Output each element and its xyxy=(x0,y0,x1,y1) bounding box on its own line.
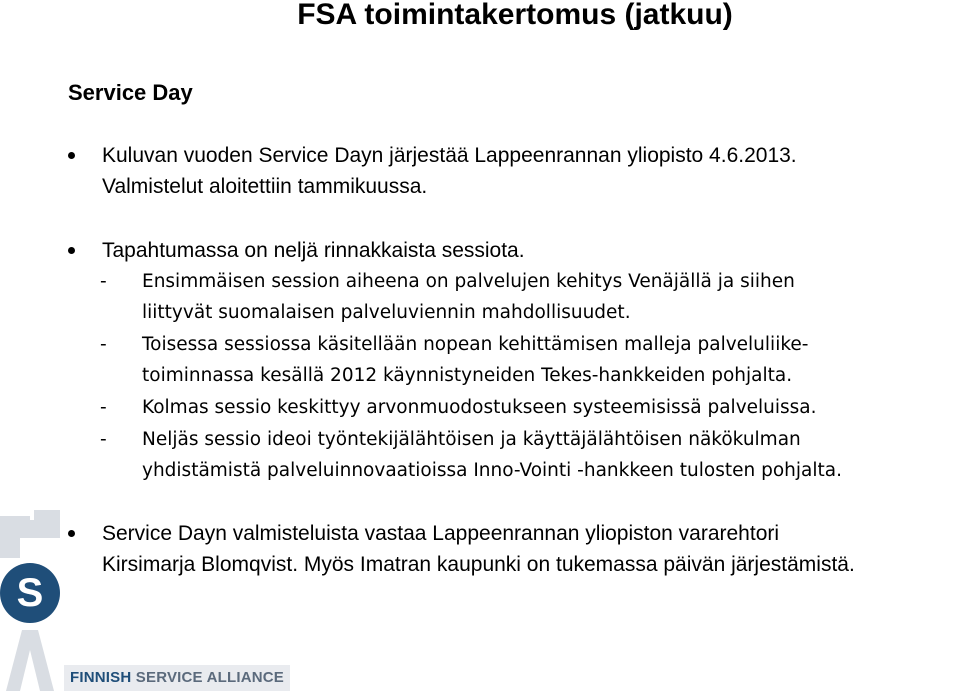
sub-text: Kolmas sessio keskittyy arvonmuodostukseen systeemisissä palveluissa. xyxy=(142,397,817,418)
sub-text: yhdistämistä palveluinnovaatioissa Inno-Vointi -hankkeen tulosten pohjalta. xyxy=(142,460,842,481)
sub-dash: - xyxy=(100,429,107,450)
bullet-text xyxy=(102,140,960,202)
bullet-dot xyxy=(68,530,75,537)
sub-text: Toisessa sessiossa käsitellään nopean kehittämisen malleja palveluliike- xyxy=(142,334,809,355)
bullet-item xyxy=(68,235,960,266)
bullet-line: Kirsimarja Blomqvist. Myös Imatran kaupunki on tukemassa päivän järjestämistä. xyxy=(102,553,855,576)
bullet-dot xyxy=(68,152,75,159)
sub-item xyxy=(100,329,960,391)
sub-item xyxy=(100,266,960,328)
logo-word-service-alliance: SERVICE ALLIANCE xyxy=(135,669,285,686)
sub-dash: - xyxy=(100,334,107,355)
sub-item xyxy=(100,424,960,486)
sub-item xyxy=(100,392,960,423)
sub-text: Neljäs sessio ideoi työntekijälähtöisen ja käyttäjälähtöisen näkökulman xyxy=(142,429,801,450)
section-subtitle: Service Day xyxy=(68,80,193,105)
bullet-line: Kuluvan vuoden Service Dayn järjestää Lappeenrannan yliopisto 4.6.2013. xyxy=(102,144,797,167)
svg-text:S: S xyxy=(16,571,44,615)
bullet-dot xyxy=(68,247,75,254)
bullet-item xyxy=(68,140,960,202)
logo-wordmark xyxy=(70,668,284,688)
slide-title: FSA toimintakertomus (jatkuu) xyxy=(297,0,733,31)
sub-text: liittyvät suomalaisen palveluviennin mahdollisuudet. xyxy=(142,302,631,323)
sub-text: toiminnassa kesällä 2012 käynnistyneiden Tekes-hankkeiden pohjalta. xyxy=(142,365,793,386)
sub-dash: - xyxy=(100,271,107,292)
sub-dash: - xyxy=(100,397,107,418)
bullet-line: Service Dayn valmisteluista vastaa Lappeenrannan yliopiston vararehtori xyxy=(102,522,780,545)
bullet-text: Tapahtumassa on neljä rinnakkaista sessiota. xyxy=(102,239,525,262)
bullet-item xyxy=(68,518,960,580)
logo-word-finnish: FINNISH xyxy=(70,669,132,686)
sub-text: Ensimmäisen session aiheena on palvelujen kehitys Venäjällä ja siihen xyxy=(142,271,795,292)
bullet-line: Valmistelut aloitettiin tammikuussa. xyxy=(102,175,428,198)
bullet-text xyxy=(102,518,960,580)
fsa-logo-mark xyxy=(0,510,60,691)
